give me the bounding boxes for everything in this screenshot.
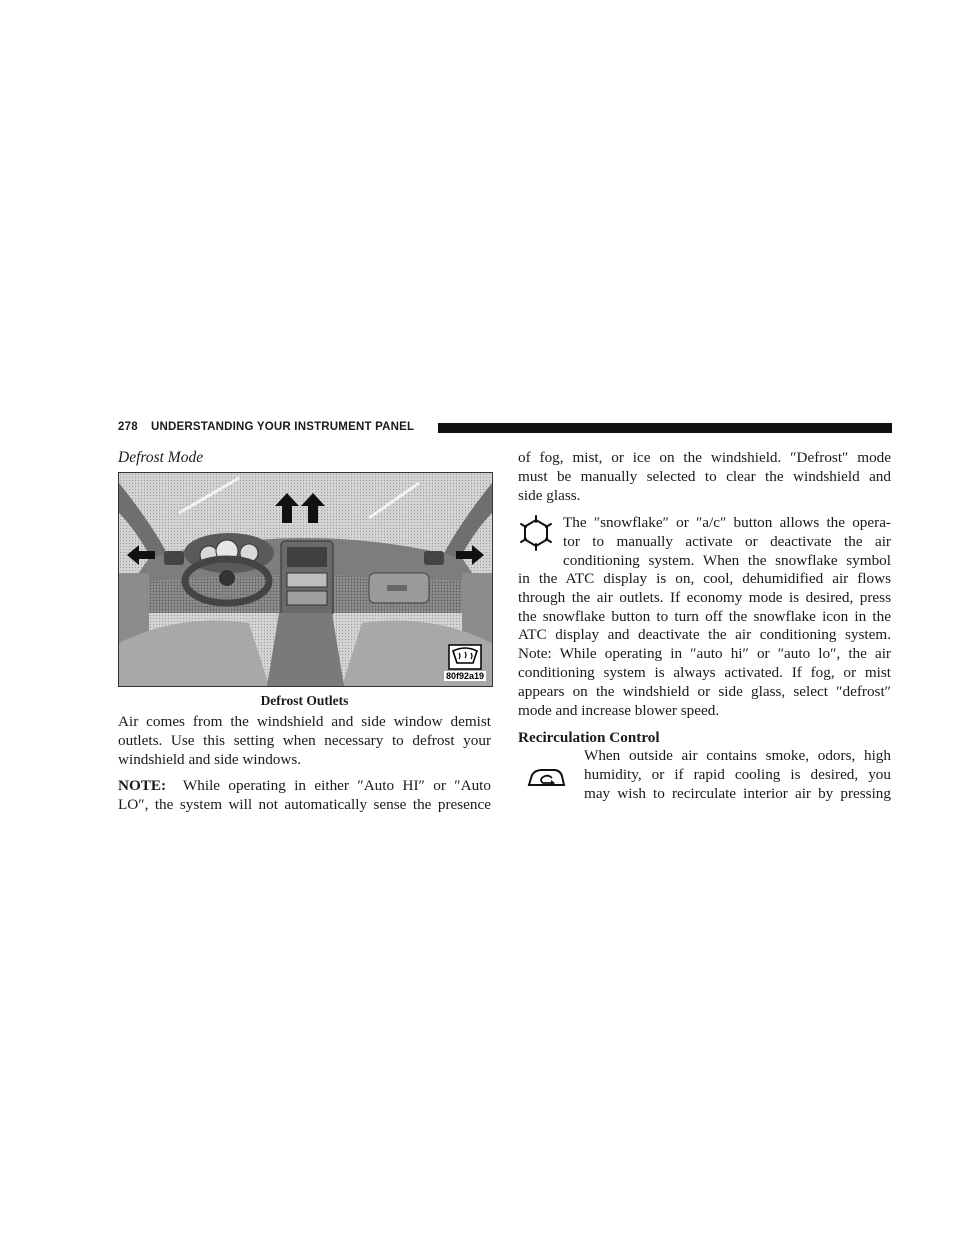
snowflake-text-full: [518, 570, 891, 720]
text-line: Note: While operating in ″auto hi″ or ″auto lo″, the air: [518, 645, 891, 663]
text-line: ATC display and deactivate the air conditioning system.: [518, 626, 891, 644]
text-line: side glass.: [518, 486, 581, 504]
text-line: may wish to recirculate interior air by pressing: [584, 784, 891, 802]
text-line: While operating in either ″Auto HI″ or ″Auto: [182, 777, 491, 794]
figure-id-tag: 80f92a19: [446, 671, 485, 681]
snowflake-icon: [518, 515, 554, 551]
text-line: The ″snowflake″ or ″a/c″ button allows the opera-: [563, 514, 891, 531]
text-line: conditioning system is always activated. If fog, or mist: [518, 663, 891, 681]
windshield-defrost-icon: [449, 645, 481, 669]
text-line: LO″, the system will not automatically sense the presence: [118, 795, 491, 813]
text-line: Air comes from the windshield and side window demist: [118, 713, 491, 730]
text-line: mode and increase blower speed.: [518, 701, 720, 719]
text-line: When outside air contains smoke, odors, high: [584, 747, 891, 764]
text-line: humidity, or if rapid cooling is desired, you: [584, 765, 891, 783]
defrost-mode-heading: Defrost Mode: [118, 449, 204, 466]
figure-caption: Defrost Outlets: [260, 693, 349, 708]
text-line: appears on the windshield or side glass, select ″defrost″: [518, 682, 891, 700]
header-rule: [438, 423, 892, 433]
text-line: the snowflake button to turn off the snowflake icon in the: [518, 607, 891, 625]
text-line: in the ATC display is on, cool, dehumidified air flows: [518, 570, 891, 587]
text-line: windshield and side windows.: [118, 750, 302, 768]
note-label: NOTE:: [118, 777, 167, 794]
defrost-outlets-figure: [118, 472, 493, 687]
note-paragraph: [118, 777, 491, 815]
recirculation-icon: [526, 766, 566, 792]
defrost-continued: [518, 449, 891, 505]
section-title: UNDERSTANDING YOUR INSTRUMENT PANEL: [151, 421, 415, 433]
text-line: outlets. Use this setting when necessary to defrost your: [118, 731, 491, 749]
text-line: through the air outlets. If economy mode is desired, press: [518, 588, 891, 606]
dashboard-illustration: [119, 473, 492, 686]
recirculation-heading: Recirculation Control: [518, 729, 660, 746]
text-line: conditioning system. When the snowflake symbol: [563, 551, 891, 569]
recirculation-text: [584, 747, 891, 803]
text-line: must be manually selected to clear the windshield and: [518, 467, 891, 485]
text-line: of fog, mist, or ice on the windshield. ″Defrost″ mode: [518, 449, 891, 466]
page-number: 278: [118, 421, 138, 433]
text-line: tor to manually activate or deactivate the air: [563, 532, 891, 550]
defrost-description: [118, 713, 491, 769]
snowflake-text-wrapped: [563, 514, 891, 570]
